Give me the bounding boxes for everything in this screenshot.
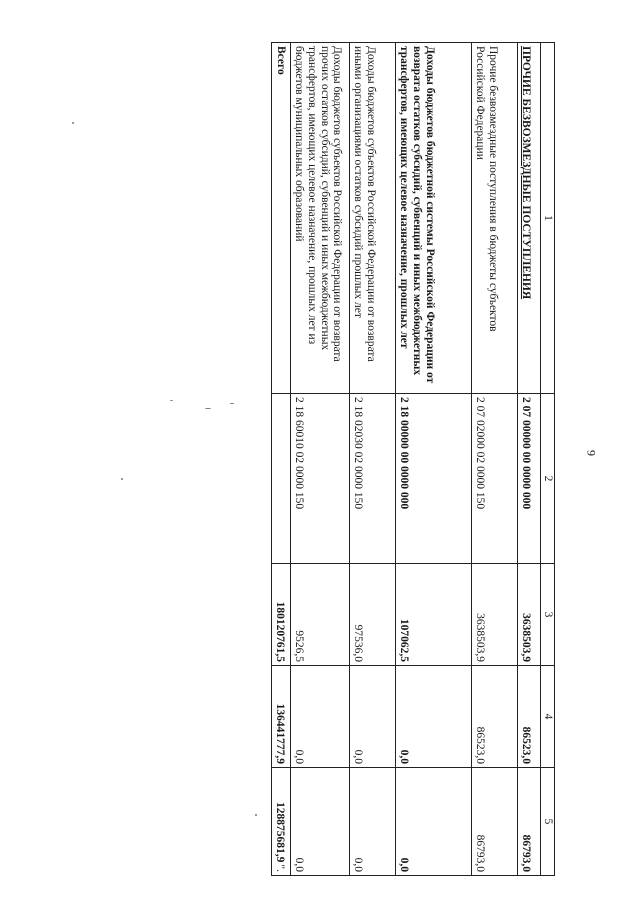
scan-speck — [121, 478, 123, 480]
row-value-col4: 86523,0 — [518, 666, 541, 768]
scan-speck — [230, 403, 234, 404]
scan-speck — [72, 122, 74, 124]
row-value-col3: 97536,0 — [350, 564, 396, 666]
row-value-col5: 86793,0 — [472, 768, 518, 876]
row-code: 2 18 02030 02 0000 150 — [350, 394, 396, 564]
revenue-table — [271, 42, 555, 876]
table-header-row — [541, 43, 555, 876]
row-value-col3: 9526,5 — [291, 564, 350, 666]
row-value-col5: 0,0 — [396, 768, 472, 876]
row-value-col3: 3638503,9 — [472, 564, 518, 666]
column-header-2: 2 — [541, 394, 555, 564]
row-code: 2 18 00000 00 0000 000 — [396, 394, 472, 564]
row-name: ПРОЧИЕ БЕЗВОЗМЕЗДНЫЕ ПОСТУПЛЕНИЯ — [518, 43, 541, 394]
column-header-3: 3 — [541, 564, 555, 666]
column-header-4: 4 — [541, 666, 555, 768]
total-label: Всего — [272, 43, 291, 394]
table-total-row — [272, 43, 291, 876]
table-row — [396, 43, 472, 876]
total-value-col5 — [272, 768, 291, 876]
row-code: 2 07 00000 00 0000 000 — [518, 394, 541, 564]
row-value-col5: 86793,0 — [518, 768, 541, 876]
row-code: 2 07 02000 02 0000 150 — [472, 394, 518, 564]
row-value-col5: 0,0 — [291, 768, 350, 876]
row-value-col4: 0,0 — [350, 666, 396, 768]
page-number: 9 — [584, 450, 599, 456]
total-value-col4: 136441777,9 — [272, 666, 291, 768]
row-name: Доходы бюджетов субъектов Российской Федерации от возврата иными организациями остатков субсидий прошлых лет — [350, 43, 396, 394]
total-value-text: 128875681,9 — [273, 802, 286, 863]
row-value-col4: 0,0 — [291, 666, 350, 768]
table-row — [472, 43, 518, 876]
total-code — [272, 394, 291, 564]
table-row — [291, 43, 350, 876]
row-name: Доходы бюджетов бюджетной системы Российской Федерации от возврата остатков субсидий, субвенций и иных межбюджетных трансфертов, имеющих целевое назначение, прошлых лет — [396, 43, 472, 394]
row-value-col4: 86523,0 — [472, 666, 518, 768]
scan-speck — [205, 408, 211, 409]
row-value-col3: 107062,5 — [396, 564, 472, 666]
table-row — [350, 43, 396, 876]
row-value-col4: 0,0 — [396, 666, 472, 768]
scan-speck — [255, 814, 257, 816]
row-name: Доходы бюджетов субъектов Российской Федерации от возврата прочих остатков субсидий, субвенций и иных межбюджетных трансфертов, имеющих целевое назначение, прошлых лет из бюджетов муниципальных образований — [291, 43, 350, 394]
column-header-1: 1 — [541, 43, 555, 394]
row-name: Прочие безвозмездные поступления в бюджеты субъектов Российской Федерации — [472, 43, 518, 394]
row-code: 2 18 60010 02 0000 150 — [291, 394, 350, 564]
scan-speck — [170, 400, 173, 401]
table-row — [518, 43, 541, 876]
row-value-col3: 3638503,9 — [518, 564, 541, 666]
row-value-col5: 0,0 — [350, 768, 396, 876]
column-header-5: 5 — [541, 768, 555, 876]
closing-quote-mark: ". — [273, 864, 286, 872]
total-value-col3: 180120761,5 — [272, 564, 291, 666]
